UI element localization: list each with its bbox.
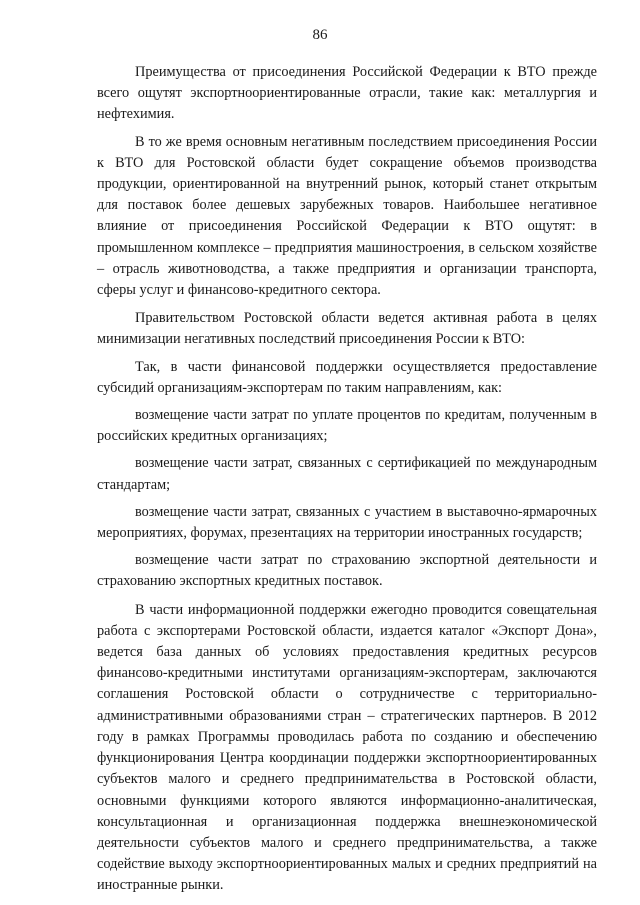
paragraph-financial-support: Так, в части финансовой поддержки осуществляется предоставление субсидий организациям-экспортерам по таким направлениям, как:	[97, 358, 597, 396]
document-body	[97, 62, 597, 903]
list-item-insurance-compensation: возмещение части затрат по страхованию экспортной деятельности и страхованию экспортных кредитных поставок.	[97, 552, 597, 590]
paragraph-information-support: В части информационной поддержки ежегодно проводится совещательная работа с экспортерами Ростовской области, издается каталог «Экспорт Дона», ведется база данных об условиях предоставления кредитных ресурсов финансово-кредитными институтами организациям-экспортерам, заключаются соглашения Ростовской области о сотрудничестве с территориально-административными образованиями стран – стратегических партнеров. В 2012 году в рамках Программы проводилась работа по созданию и обеспечению функционирования Центра координации поддержки экспортноориентированных субъектов малого и среднего предпринимательства в Ростовской области, основными функциями которого являются информационно-аналитическая, консультационная и организационная поддержка внешнеэкономической деятельности субъектов малого и среднего предпринимательства, а также содействие выходу экспортноориентированных малых и средних предприятий на иностранные рынки.	[97, 601, 597, 894]
paragraph-negative-consequences: В то же время основным негативным последствием присоединения России к ВТО для Ростовской области будет сокращение объемов производства продукции, ориентированной на внутренний рынок, который станет открытым для поставок более дешевых зарубежных товаров. Наибольшее негативное влияние от присоединения Российской Федерации к ВТО ощутят: в промышленном комплексе – предприятия машиностроения, в сельском хозяйстве – отрасль животноводства, а также предприятия и организации транспорта, сферы услуг и финансово-кредитного сектора.	[97, 133, 597, 299]
paragraph-government-work: Правительством Ростовской области ведется активная работа в целях минимизации негативных последствий присоединения России к ВТО:	[97, 310, 597, 348]
list-item-exhibition-compensation: возмещение части затрат, связанных с участием в выставочно-ярмарочных мероприятиях, форумах, презентациях на территории иностранных государств;	[97, 503, 597, 542]
list-item-certification-compensation: возмещение части затрат, связанных с сертификацией по международным стандартам;	[97, 455, 597, 493]
list-item-interest-compensation: возмещение части затрат по уплате процентов по кредитам, полученным в российских кредитных организациях;	[97, 407, 597, 445]
paragraph-wto-benefits: Преимущества от присоединения Российской Федерации к ВТО прежде всего ощутят экспортноориентированные отрасли, такие как: металлургия и нефтехимия.	[97, 64, 597, 123]
page-number: 86	[312, 27, 328, 43]
